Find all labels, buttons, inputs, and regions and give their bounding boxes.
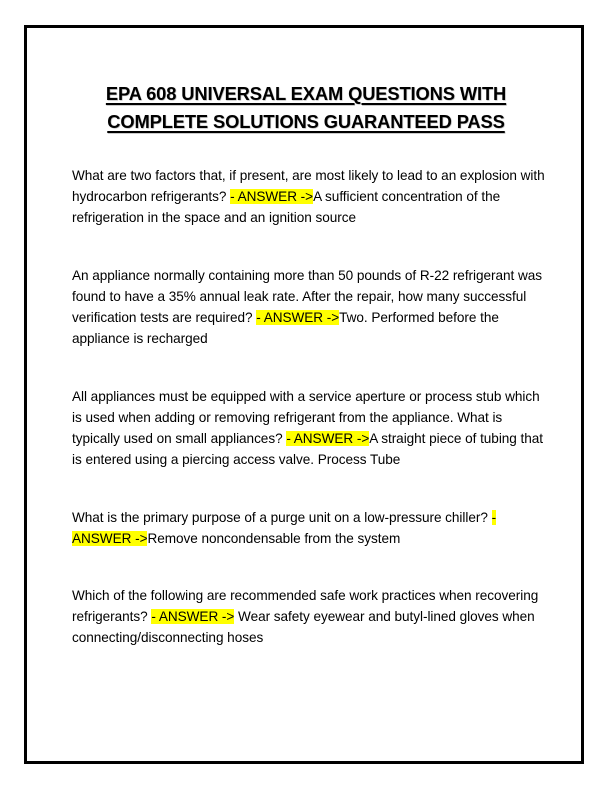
answer-text: Wear safety eyewear and butyl-lined gloves when connecting/disconnecting hoses [72, 609, 535, 645]
qa-item-4 [72, 507, 552, 549]
question-text: What is the primary purpose of a purge unit on a low-pressure chiller? [72, 510, 492, 525]
qa-item-5 [72, 585, 552, 648]
question-text: What are two factors that, if present, are most likely to lead to an explosion with hydrocarbon refrigerants? [72, 168, 545, 204]
answer-text: Two. Performed before the appliance is recharged [72, 310, 499, 346]
answer-text: A sufficient concentration of the refrigeration in the space and an ignition source [72, 189, 501, 225]
title-line-2: COMPLETE SOLUTIONS GUARANTEED PASS [107, 111, 505, 132]
title-line-1: EPA 608 UNIVERSAL EXAM QUESTIONS WITH [105, 83, 507, 104]
question-text: All appliances must be equipped with a service aperture or process stub which is used when adding or removing refrigerant from the appliance. What is typically used on small appliances? [72, 389, 540, 446]
question-text: An appliance normally containing more than 50 pounds of R-22 refrigerant was found to have a 35% annual leak rate. After the repair, how many successful verification tests are required? [72, 268, 542, 325]
answer-marker: - ANSWER -> [256, 310, 340, 325]
answer-marker: - ANSWER -> [72, 510, 497, 546]
answer-text: A straight piece of tubing that is entered using a piercing access valve. Process Tube [72, 431, 544, 467]
document-title [40, 80, 572, 136]
answer-marker: - ANSWER -> [286, 431, 370, 446]
qa-item-3 [72, 386, 552, 470]
answer-text: Remove noncondensable from the system [147, 531, 401, 546]
answer-marker: - ANSWER -> [151, 609, 235, 624]
question-text: Which of the following are recommended safe work practices when recovering refrigerants? [72, 588, 539, 624]
answer-marker: - ANSWER -> [230, 189, 314, 204]
qa-item-1 [72, 165, 552, 228]
qa-item-2 [72, 265, 552, 349]
